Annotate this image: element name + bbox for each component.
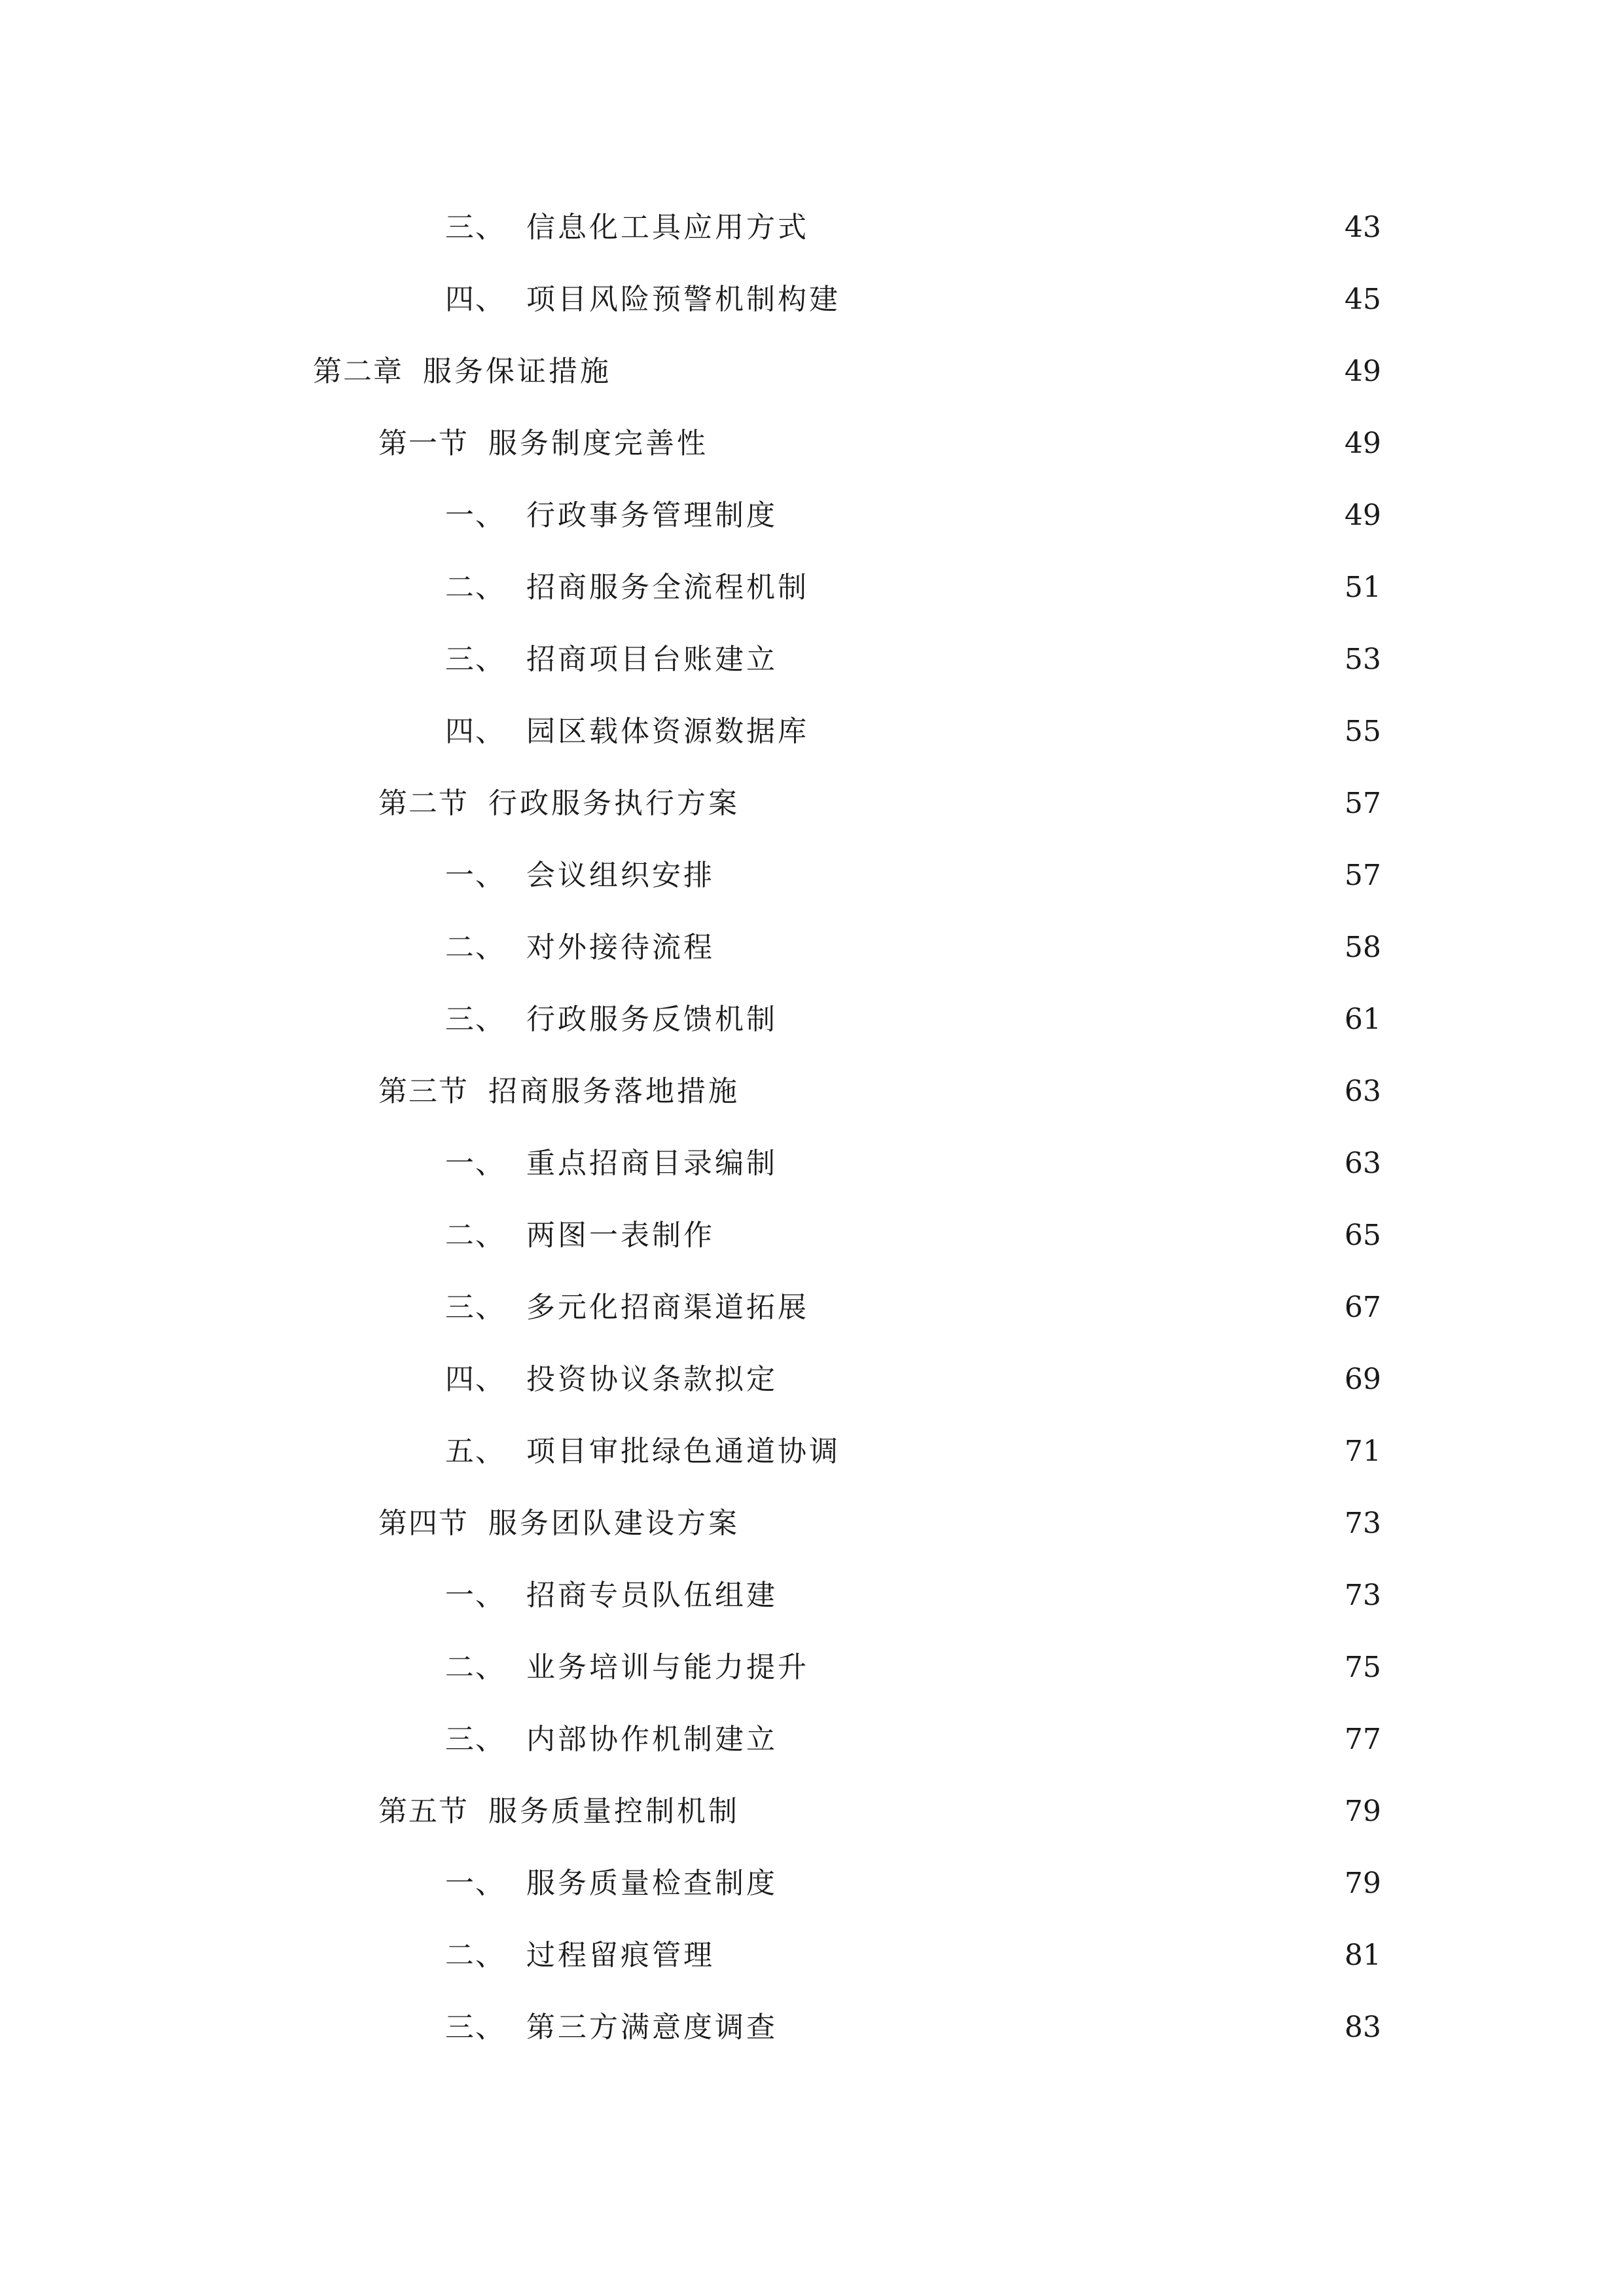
toc-entry-title: 项目风险预警机制构建 — [526, 283, 840, 316]
dot-leader — [785, 2001, 1335, 2054]
toc-entry-section[interactable] — [378, 778, 1381, 830]
toc-entry-number: 第二章 — [313, 355, 403, 388]
toc-entry-number: 四、 — [445, 283, 505, 316]
dot-leader — [619, 346, 1335, 398]
toc-entry-title: 行政服务反馈机制 — [526, 1003, 778, 1036]
toc-entry-number: 一、 — [445, 1147, 505, 1180]
dot-leader — [723, 922, 1335, 974]
toc-entry-title: 两图一表制作 — [526, 1219, 715, 1252]
toc-entry-page: 79 — [1344, 1867, 1381, 1900]
toc-entry-title: 内部协作机制建立 — [526, 1723, 778, 1756]
toc-entry-number: 三、 — [445, 643, 505, 676]
toc-entry-page: 83 — [1344, 2011, 1381, 2044]
dot-leader — [848, 1426, 1335, 1478]
dot-leader — [748, 1066, 1335, 1118]
toc-entry-title: 项目审批绿色通道协调 — [526, 1435, 840, 1468]
toc-entry[interactable] — [445, 994, 1381, 1046]
dot-leader — [785, 994, 1335, 1046]
toc-entry-page: 81 — [1344, 1939, 1381, 1972]
toc-entry-number: 二、 — [445, 571, 505, 604]
toc-entry-page: 57 — [1344, 859, 1381, 892]
toc-entry[interactable] — [445, 1570, 1381, 1622]
toc-entry-title: 第三方满意度调查 — [526, 2011, 778, 2044]
dot-leader — [785, 1570, 1335, 1622]
toc-entry-page: 69 — [1344, 1363, 1381, 1396]
dot-leader — [817, 1641, 1335, 1694]
dot-leader — [723, 850, 1335, 902]
toc-entry-page: 61 — [1344, 1003, 1381, 1036]
toc-entry[interactable] — [445, 1138, 1381, 1190]
toc-entry-title: 招商服务落地措施 — [488, 1075, 740, 1108]
toc-entry-title: 行政事务管理制度 — [526, 499, 778, 532]
toc-entry-section[interactable] — [378, 1066, 1381, 1118]
dot-leader — [785, 634, 1335, 686]
toc-entry-title: 服务质量检查制度 — [526, 1867, 778, 1900]
dot-leader — [785, 1138, 1335, 1190]
toc-entry-number: 三、 — [445, 1003, 505, 1036]
toc-entry-title: 服务团队建设方案 — [488, 1507, 740, 1540]
toc-entry-page: 73 — [1344, 1579, 1381, 1612]
toc-entry-title: 重点招商目录编制 — [526, 1147, 778, 1180]
toc-entry-page: 49 — [1344, 499, 1381, 532]
toc-entry-page: 43 — [1344, 211, 1381, 244]
toc-entry-page: 45 — [1344, 283, 1381, 316]
toc-entry-number: 一、 — [445, 1579, 505, 1612]
toc-entry-number: 第四节 — [378, 1507, 469, 1540]
dot-leader — [748, 1785, 1335, 1838]
toc-entry-page: 63 — [1344, 1075, 1381, 1108]
toc-entry[interactable] — [445, 850, 1381, 902]
toc-entry-page: 58 — [1344, 931, 1381, 964]
toc-entry[interactable] — [445, 922, 1381, 974]
toc-entry-title: 园区载体资源数据库 — [526, 715, 809, 748]
toc-entry-number: 二、 — [445, 1651, 505, 1684]
toc-entry-title: 信息化工具应用方式 — [526, 211, 809, 244]
toc-entry-number: 五、 — [445, 1435, 505, 1468]
toc-entry-number: 第五节 — [378, 1795, 469, 1828]
toc-entry-number: 三、 — [445, 1291, 505, 1324]
dot-leader — [785, 1354, 1335, 1406]
dot-leader — [817, 1282, 1335, 1334]
dot-leader — [848, 274, 1335, 326]
toc-entry[interactable] — [445, 706, 1381, 758]
toc-entry-page: 77 — [1344, 1723, 1381, 1756]
dot-leader — [723, 1210, 1335, 1262]
toc-entry-page: 65 — [1344, 1219, 1381, 1252]
toc-entry-number: 三、 — [445, 211, 505, 244]
toc-entry-title: 服务质量控制机制 — [488, 1795, 740, 1828]
toc-entry-title: 服务保证措施 — [423, 355, 611, 388]
toc-entry-number: 二、 — [445, 931, 505, 964]
toc-entry[interactable] — [445, 1713, 1381, 1766]
toc-entry-title: 招商项目台账建立 — [526, 643, 778, 676]
toc-entry-title: 行政服务执行方案 — [488, 787, 740, 820]
dot-leader — [748, 778, 1335, 830]
toc-entry-page: 55 — [1344, 715, 1381, 748]
toc-entry-page: 73 — [1344, 1507, 1381, 1540]
toc-entry-title: 招商服务全流程机制 — [526, 571, 809, 604]
toc-entry-number: 一、 — [445, 1867, 505, 1900]
dot-leader — [716, 418, 1335, 470]
dot-leader — [785, 1857, 1335, 1910]
toc-entry[interactable] — [445, 274, 1381, 326]
toc-entry-number: 四、 — [445, 715, 505, 748]
toc-entry-section[interactable] — [378, 1785, 1381, 1838]
toc-entry[interactable] — [445, 1354, 1381, 1406]
toc-entry-number: 四、 — [445, 1363, 505, 1396]
toc-entry-section[interactable] — [378, 418, 1381, 470]
toc-entry[interactable] — [445, 1929, 1381, 1982]
toc-entry[interactable] — [445, 490, 1381, 542]
toc-entry-title: 招商专员队伍组建 — [526, 1579, 778, 1612]
toc-entry[interactable] — [445, 2001, 1381, 2054]
dot-leader — [723, 1929, 1335, 1982]
toc-entry-page: 79 — [1344, 1795, 1381, 1828]
dot-leader — [748, 1498, 1335, 1550]
toc-entry[interactable] — [445, 202, 1381, 254]
toc-entry-title: 过程留痕管理 — [526, 1939, 715, 1972]
toc-entry-page: 51 — [1344, 571, 1381, 604]
toc-entry-number: 一、 — [445, 499, 505, 532]
toc-entry-number: 一、 — [445, 859, 505, 892]
dot-leader — [817, 706, 1335, 758]
toc-entry-page: 71 — [1344, 1435, 1381, 1468]
toc-entry-page: 57 — [1344, 787, 1381, 820]
toc-entry-page: 53 — [1344, 643, 1381, 676]
toc-entry[interactable] — [445, 1641, 1381, 1694]
toc-entry[interactable] — [445, 1857, 1381, 1910]
toc-entry-section[interactable] — [378, 1498, 1381, 1550]
toc-entry-page: 67 — [1344, 1291, 1381, 1324]
toc-entry-number: 二、 — [445, 1219, 505, 1252]
toc-entry-number: 第三节 — [378, 1075, 469, 1108]
toc-entry-title: 多元化招商渠道拓展 — [526, 1291, 809, 1324]
toc-entry-page: 49 — [1344, 427, 1381, 460]
dot-leader — [817, 202, 1335, 254]
toc-entry-title: 业务培训与能力提升 — [526, 1651, 809, 1684]
toc-entry-number: 三、 — [445, 1723, 505, 1756]
toc-entry-title: 投资协议条款拟定 — [526, 1363, 778, 1396]
toc-entry-page: 75 — [1344, 1651, 1381, 1684]
toc-entry-number: 第一节 — [378, 427, 469, 460]
toc-entry[interactable] — [445, 1282, 1381, 1334]
toc-entry-page: 49 — [1344, 355, 1381, 388]
toc-entry[interactable] — [445, 634, 1381, 686]
toc-entry-page: 63 — [1344, 1147, 1381, 1180]
toc-entry-chapter[interactable] — [313, 346, 1381, 398]
toc-entry-title: 会议组织安排 — [526, 859, 715, 892]
dot-leader — [785, 490, 1335, 542]
toc-entry-number: 三、 — [445, 2011, 505, 2044]
toc-entry-title: 服务制度完善性 — [488, 427, 708, 460]
toc-entry-number: 第二节 — [378, 787, 469, 820]
dot-leader — [817, 562, 1335, 614]
dot-leader — [785, 1713, 1335, 1766]
toc-entry[interactable] — [445, 562, 1381, 614]
toc-entry[interactable] — [445, 1426, 1381, 1478]
toc-entry-number: 二、 — [445, 1939, 505, 1972]
toc-entry[interactable] — [445, 1210, 1381, 1262]
toc-entry-title: 对外接待流程 — [526, 931, 715, 964]
